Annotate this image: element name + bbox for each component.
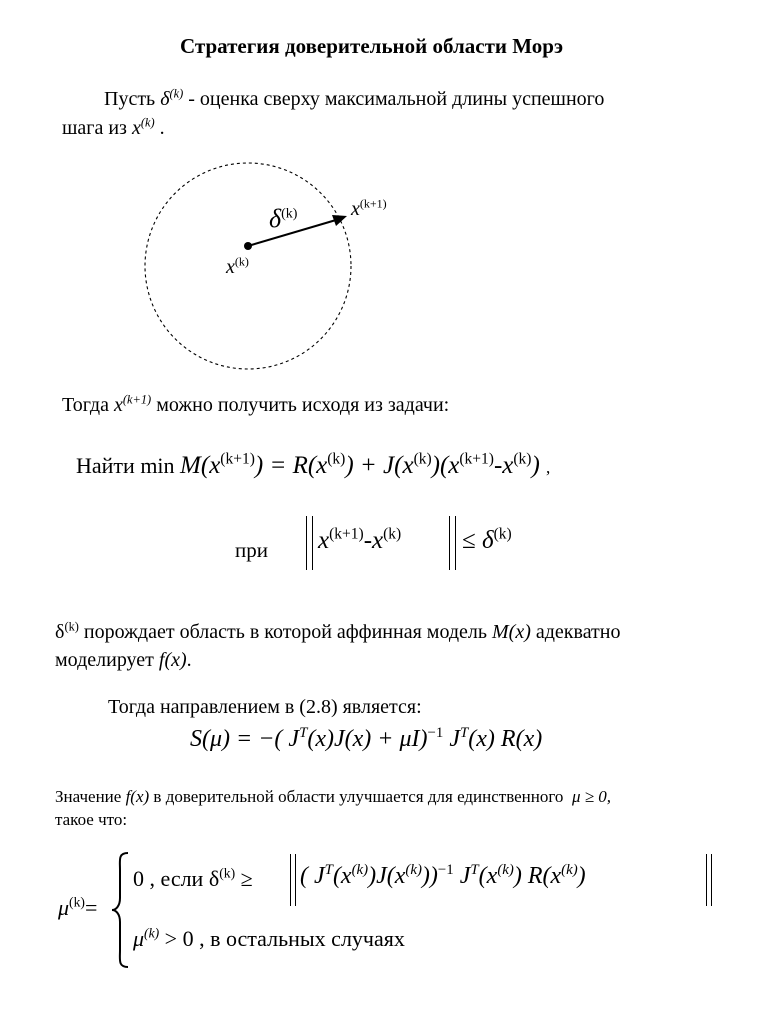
region-text-3: моделирует xyxy=(55,649,154,671)
intro-word: Пусть xyxy=(104,88,156,110)
constraint-minus: -x xyxy=(363,527,384,554)
problem-formula xyxy=(76,452,550,480)
dir-t1: T xyxy=(299,725,308,741)
piecewise-brace xyxy=(110,850,130,970)
case1-delta-sup: (k) xyxy=(219,865,236,881)
c1e2: (x xyxy=(332,863,352,889)
constraint-x1-sup: (k+1) xyxy=(329,525,364,543)
value-line-1 xyxy=(55,787,611,807)
then-x: x xyxy=(113,394,123,416)
then-prefix: Тогда xyxy=(62,394,109,416)
c1inv: −1 xyxy=(437,862,454,878)
dir-f4: (x) R(x) xyxy=(468,726,543,752)
case2-sup: (k) xyxy=(144,925,160,941)
case2-text: > 0 , в остальных случаях xyxy=(164,926,405,951)
diagram-center-x-label xyxy=(226,256,249,279)
c1e7: ) R(x xyxy=(513,863,562,889)
c1e8: ) xyxy=(577,863,586,889)
diagram-center-x: x xyxy=(226,256,235,278)
model-j-sup: (k) xyxy=(413,450,432,468)
case1-geq: ≥ xyxy=(240,866,253,891)
value-text-2: в доверительной области улучшается для единственного xyxy=(153,787,564,806)
value-mu-cond: μ ≥ 0, xyxy=(571,787,612,806)
region-line-1 xyxy=(55,621,621,644)
piecewise-lhs xyxy=(58,895,97,921)
region-model: M(x) xyxy=(492,621,531,643)
case2-mu: μ xyxy=(133,926,145,951)
find-min-label: Найти min xyxy=(76,453,175,478)
then-sup: (k+1) xyxy=(122,392,152,407)
page-title: Стратегия доверительной области Морэ xyxy=(180,34,564,58)
x-symbol: x xyxy=(131,117,141,139)
case-2 xyxy=(133,926,405,952)
region-text-1: порождает область в которой аффинная модель xyxy=(83,621,488,643)
c1e4: )) xyxy=(421,863,438,889)
c1s4: (k) xyxy=(561,862,578,878)
constraint-x1: x xyxy=(318,527,330,554)
region-text-2: адекватно xyxy=(535,621,621,643)
region-delta: δ xyxy=(55,621,65,643)
pw-eq: = xyxy=(84,895,98,920)
value-fx: f(x) xyxy=(125,787,150,806)
dir-inv: −1 xyxy=(427,725,444,741)
x-superscript: (k) xyxy=(140,115,155,130)
pw-mu: μ xyxy=(58,895,70,920)
case1-zero: 0 , если xyxy=(133,866,204,891)
constraint-word: при xyxy=(235,538,268,562)
value-line-2: такое что: xyxy=(55,810,128,829)
diagram-center-sup: (k) xyxy=(234,254,249,269)
case-1 xyxy=(133,866,253,892)
region-fx: f(x) xyxy=(158,649,187,671)
diagram-next-x: x xyxy=(351,198,360,220)
model-r-sup: (k) xyxy=(327,450,346,468)
model-lhs-sup: (k+1) xyxy=(220,450,255,468)
region-delta-sup: (k) xyxy=(64,619,79,634)
constraint-leq: ≤ xyxy=(462,527,476,554)
c1s1: (k) xyxy=(351,862,369,878)
step-arrow-head xyxy=(332,215,347,226)
intro-line-2 xyxy=(62,117,165,140)
model-x1-sup: (k+1) xyxy=(459,450,494,468)
intro-line-1 xyxy=(104,88,604,111)
model-close: ) xyxy=(531,452,540,479)
intro-text: оценка сверху максимальной длины успешного xyxy=(199,88,605,110)
c1e3: )J(x xyxy=(368,863,406,889)
pw-mu-sup: (k) xyxy=(69,894,85,910)
constraint-delta-sup: (k) xyxy=(493,525,512,543)
dir-f3: J xyxy=(449,726,460,752)
model-plus: ) + J(x xyxy=(345,452,414,479)
then-line xyxy=(62,394,449,417)
c1e1: ( J xyxy=(300,863,325,889)
delta-symbol: δ xyxy=(160,88,170,110)
trust-region-diagram xyxy=(140,160,370,375)
case1-expr xyxy=(300,863,586,890)
case1-delta: δ xyxy=(208,866,220,891)
region-line-2 xyxy=(55,649,192,672)
dir-t2: T xyxy=(460,725,469,741)
diagram-next-x-label xyxy=(351,198,387,221)
direction-formula xyxy=(190,726,542,753)
delta-superscript: (k) xyxy=(169,86,184,101)
c1s3: (k) xyxy=(497,862,514,878)
model-paren: )(x xyxy=(431,452,460,479)
model-x2-sup: (k) xyxy=(513,450,532,468)
c1t2: T xyxy=(470,862,479,878)
intro-dash: - xyxy=(188,88,195,110)
c1e6: (x xyxy=(478,863,498,889)
dir-f2: (x)J(x) + μI) xyxy=(307,726,428,752)
value-text-1: Значение xyxy=(55,787,122,806)
region-period: . xyxy=(186,649,192,671)
model-eq: ) = R(x xyxy=(254,452,328,479)
model-lhs: M(x xyxy=(180,452,221,479)
then-suffix: можно получить исходя из задачи: xyxy=(156,394,450,416)
model-minus: -x xyxy=(493,452,514,479)
intro-period: . xyxy=(159,117,165,139)
c1e5: J xyxy=(459,863,471,889)
c1s2: (k) xyxy=(405,862,422,878)
direction-text: Тогда направлением в (2.8) является: xyxy=(108,696,422,718)
diagram-next-sup: (k+1) xyxy=(359,196,387,211)
constraint-rhs xyxy=(462,527,512,555)
diagram-delta: δ xyxy=(269,204,282,233)
constraint-delta: δ xyxy=(481,527,494,554)
intro-text-2: шага из xyxy=(62,117,127,139)
c1t1: T xyxy=(324,862,333,878)
diagram-delta-sup: (k) xyxy=(281,206,298,222)
diagram-delta-label xyxy=(269,204,297,234)
dir-f1: S(μ) = −( J xyxy=(190,726,300,752)
constraint-x2-sup: (k) xyxy=(383,525,402,543)
problem-comma: , xyxy=(546,458,551,477)
constraint-expr xyxy=(318,527,401,555)
